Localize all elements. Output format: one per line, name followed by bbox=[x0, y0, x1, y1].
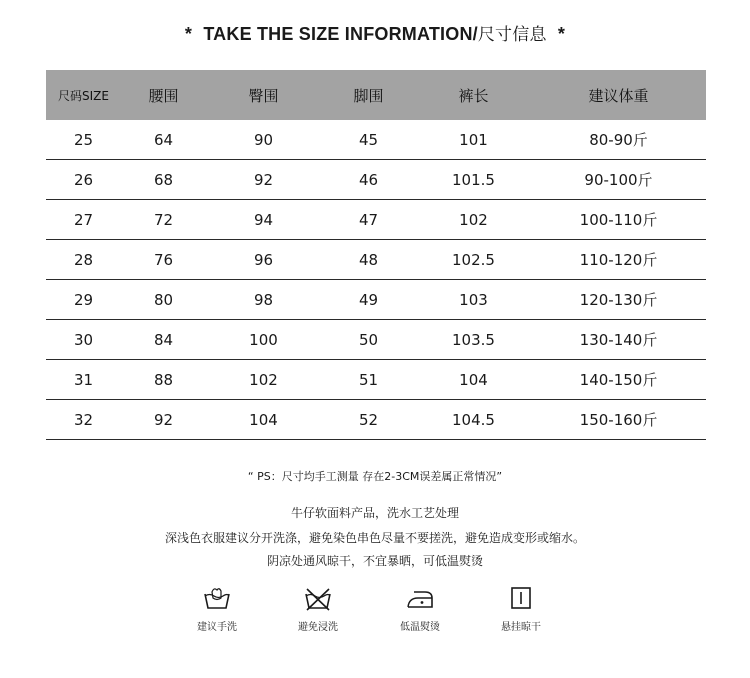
cell-hip: 100 bbox=[249, 330, 278, 349]
cell-hip: 96 bbox=[253, 250, 274, 269]
care-label-low-iron: 低温熨烫 bbox=[400, 622, 440, 633]
cell-leg-opening: 50 bbox=[358, 330, 379, 349]
cell-length: 103 bbox=[459, 290, 488, 309]
cell-weight: 100-110斤 bbox=[579, 211, 658, 229]
care-item-hang-dry bbox=[476, 586, 566, 633]
cell-weight: 120-130斤 bbox=[579, 291, 658, 309]
cell-length: 102.5 bbox=[452, 250, 495, 269]
header-weight: 建议体重 bbox=[588, 86, 649, 105]
ps-note: “ PS：尺寸均手工测量 存在2-3CM误差属正常情况” bbox=[247, 470, 503, 483]
table-row bbox=[46, 120, 706, 160]
cell-leg-opening: 49 bbox=[358, 290, 379, 309]
cell-length: 104 bbox=[459, 370, 488, 389]
cell-length: 102 bbox=[459, 210, 488, 229]
cell-weight: 110-120斤 bbox=[579, 251, 658, 269]
no-soak-icon bbox=[303, 586, 333, 612]
cell-hip: 98 bbox=[253, 290, 274, 309]
table-row bbox=[46, 200, 706, 240]
title-text-en: TAKE THE SIZE INFORMATION/ bbox=[203, 24, 478, 44]
cell-length: 101.5 bbox=[452, 170, 495, 189]
cell-hip: 104 bbox=[249, 410, 278, 429]
table-row bbox=[46, 280, 706, 320]
care-label-no-soak: 避免浸洗 bbox=[298, 622, 338, 633]
care-label-hang-dry: 悬挂晾干 bbox=[501, 622, 541, 633]
header-hip: 臀围 bbox=[248, 86, 279, 105]
table-row bbox=[46, 360, 706, 400]
page-title bbox=[0, 20, 750, 45]
cell-hip: 92 bbox=[253, 170, 274, 189]
cell-waist: 88 bbox=[153, 370, 174, 389]
care-item-no-soak bbox=[273, 586, 363, 633]
care-instructions bbox=[0, 586, 750, 636]
cell-waist: 92 bbox=[153, 410, 174, 429]
wash-note: 深浅色衣服建议分开洗涤，避免染色串色尽量不要搓洗，避免造成变形或缩水。 bbox=[164, 531, 585, 545]
cell-leg-opening: 52 bbox=[358, 410, 379, 429]
header-size: 尺码SIZE bbox=[58, 88, 109, 103]
cell-hip: 90 bbox=[253, 130, 274, 149]
cell-leg-opening: 45 bbox=[358, 130, 379, 149]
cell-length: 103.5 bbox=[452, 330, 495, 349]
cell-size: 27 bbox=[73, 210, 94, 229]
size-table bbox=[46, 70, 706, 440]
cell-length: 101 bbox=[459, 130, 488, 149]
cell-waist: 76 bbox=[153, 250, 174, 269]
cell-weight: 90-100斤 bbox=[584, 171, 653, 189]
size-table-header bbox=[46, 70, 706, 120]
table-row bbox=[46, 400, 706, 440]
table-row bbox=[46, 160, 706, 200]
title-star-right: * bbox=[557, 24, 566, 44]
table-row bbox=[46, 240, 706, 280]
cell-waist: 72 bbox=[153, 210, 174, 229]
cell-size: 32 bbox=[73, 410, 94, 429]
header-leg-opening: 脚围 bbox=[353, 86, 384, 105]
header-length: 裤长 bbox=[458, 86, 489, 105]
cell-weight: 140-150斤 bbox=[579, 371, 658, 389]
title-star-left: * bbox=[184, 24, 193, 44]
cell-waist: 84 bbox=[153, 330, 174, 349]
cell-weight: 80-90斤 bbox=[589, 131, 648, 149]
care-item-low-iron bbox=[375, 586, 465, 633]
cell-size: 30 bbox=[73, 330, 94, 349]
cell-hip: 102 bbox=[249, 370, 278, 389]
table-row bbox=[46, 320, 706, 360]
cell-weight: 150-160斤 bbox=[579, 411, 658, 429]
cell-length: 104.5 bbox=[452, 410, 495, 429]
hand-wash-icon bbox=[202, 586, 232, 612]
fabric-note: 牛仔软面料产品，洗水工艺处理 bbox=[290, 506, 459, 520]
cell-leg-opening: 48 bbox=[358, 250, 379, 269]
cell-waist: 68 bbox=[153, 170, 174, 189]
cell-leg-opening: 46 bbox=[358, 170, 379, 189]
cell-leg-opening: 51 bbox=[358, 370, 379, 389]
header-waist: 腰围 bbox=[148, 86, 179, 105]
hang-dry-icon bbox=[506, 586, 536, 612]
care-label-hand-wash: 建议手洗 bbox=[197, 622, 237, 633]
cell-size: 31 bbox=[73, 370, 94, 389]
cell-weight: 130-140斤 bbox=[579, 331, 658, 349]
care-item-hand-wash bbox=[172, 586, 262, 633]
cell-waist: 80 bbox=[153, 290, 174, 309]
cell-size: 25 bbox=[73, 130, 94, 149]
cell-leg-opening: 47 bbox=[358, 210, 379, 229]
title-text-cn: 尺寸信息 bbox=[477, 25, 547, 45]
cell-waist: 64 bbox=[153, 130, 174, 149]
cell-size: 29 bbox=[73, 290, 94, 309]
cell-hip: 94 bbox=[253, 210, 274, 229]
cell-size: 28 bbox=[73, 250, 94, 269]
dry-note: 阴凉处通风晾干，不宜暴晒，可低温熨烫 bbox=[266, 554, 483, 568]
low-iron-icon bbox=[405, 586, 435, 612]
size-table-body bbox=[46, 120, 706, 440]
cell-size: 26 bbox=[73, 170, 94, 189]
